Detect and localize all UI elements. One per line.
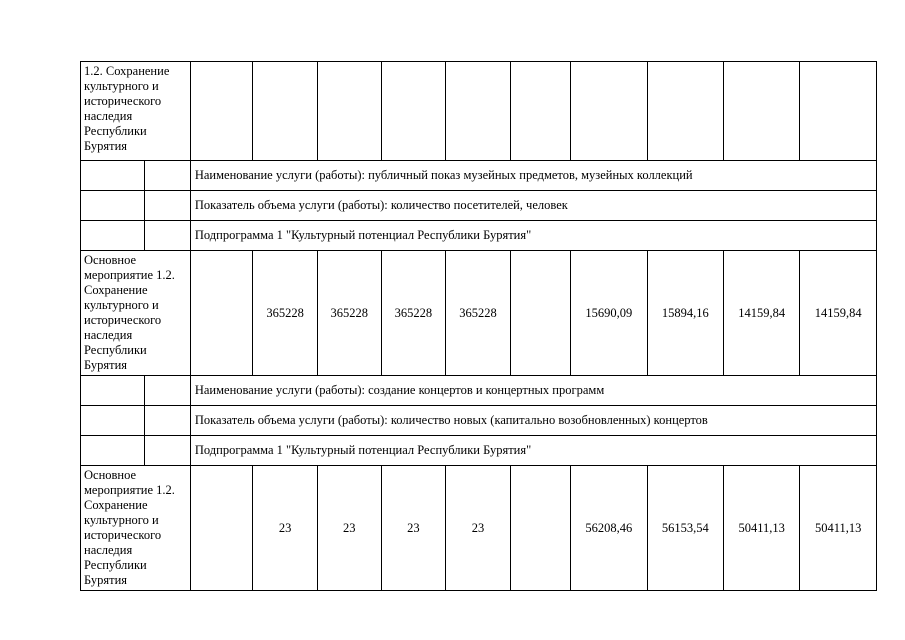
event-name-cell: Основное мероприятие 1.2. Сохранение культурного и исторического наследия Республики Бурятия: [81, 466, 191, 591]
service-name-cell: Наименование услуги (работы): публичный показ музейных предметов, музейных коллекций: [190, 161, 876, 191]
empty-cell: [144, 161, 190, 191]
value-cell: [446, 62, 511, 161]
subprogram-cell: Подпрограмма 1 "Культурный потенциал Республики Бурятия": [190, 221, 876, 251]
value-cell: 56208,46: [571, 466, 647, 591]
empty-cell: [81, 161, 145, 191]
empty-cell: [144, 436, 190, 466]
empty-cell: [81, 191, 145, 221]
value-cell: [510, 62, 570, 161]
subprogram-cell: Подпрограмма 1 "Культурный потенциал Республики Бурятия": [190, 436, 876, 466]
service-indicator-cell: Показатель объема услуги (работы): количество новых (капитально возобновленных) концертов: [190, 406, 876, 436]
value-cell: [190, 62, 252, 161]
value-cell: 14159,84: [800, 251, 877, 376]
value-cell: [510, 251, 570, 376]
table-row: [81, 221, 877, 251]
value-cell: [647, 62, 723, 161]
value-cell: 15894,16: [647, 251, 723, 376]
value-cell: 365228: [446, 251, 511, 376]
value-cell: 15690,09: [571, 251, 647, 376]
value-cell: [800, 62, 877, 161]
value-cell: 23: [381, 466, 446, 591]
table-row: [81, 406, 877, 436]
value-cell: [571, 62, 647, 161]
empty-cell: [144, 406, 190, 436]
value-cell: 23: [253, 466, 318, 591]
value-cell: 23: [317, 466, 381, 591]
value-cell: [381, 62, 446, 161]
table-row: [81, 436, 877, 466]
value-cell: 365228: [317, 251, 381, 376]
value-cell: [510, 466, 570, 591]
table-row: [81, 466, 877, 591]
value-cell: [190, 466, 252, 591]
table-row: [81, 251, 877, 376]
empty-cell: [144, 191, 190, 221]
value-cell: 56153,54: [647, 466, 723, 591]
value-cell: 365228: [253, 251, 318, 376]
value-cell: [317, 62, 381, 161]
table-row: [81, 376, 877, 406]
empty-cell: [81, 436, 145, 466]
table-row: [81, 161, 877, 191]
value-cell: [253, 62, 318, 161]
value-cell: 23: [446, 466, 511, 591]
empty-cell: [81, 406, 145, 436]
empty-cell: [81, 376, 145, 406]
empty-cell: [144, 221, 190, 251]
value-cell: [724, 62, 800, 161]
value-cell: 14159,84: [724, 251, 800, 376]
value-cell: 50411,13: [724, 466, 800, 591]
table-row: [81, 191, 877, 221]
services-table: [80, 61, 877, 591]
service-indicator-cell: Показатель объема услуги (работы): количество посетителей, человек: [190, 191, 876, 221]
table-row: [81, 62, 877, 161]
empty-cell: [81, 221, 145, 251]
table-body: [81, 62, 877, 591]
event-name-cell: Основное мероприятие 1.2. Сохранение культурного и исторического наследия Республики Бурятия: [81, 251, 191, 376]
value-cell: 50411,13: [800, 466, 877, 591]
empty-cell: [144, 376, 190, 406]
event-name-cell: 1.2. Сохранение культурного и исторического наследия Республики Бурятия: [81, 62, 191, 161]
value-cell: [190, 251, 252, 376]
service-name-cell: Наименование услуги (работы): создание концертов и концертных программ: [190, 376, 876, 406]
value-cell: 365228: [381, 251, 446, 376]
